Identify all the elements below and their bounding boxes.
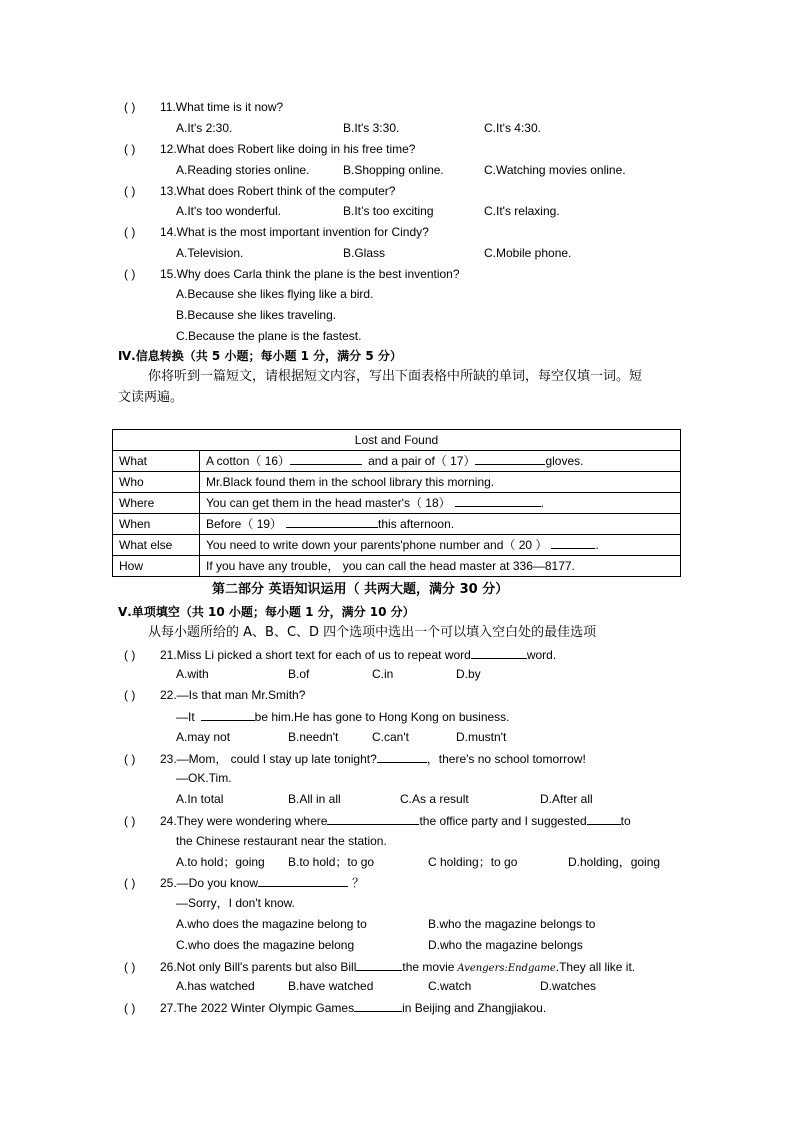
option-d: D.by	[456, 667, 481, 681]
option-d: D.watches	[540, 979, 597, 993]
option-c: C.watch	[428, 979, 472, 993]
option-c: C.As a result	[400, 792, 469, 806]
question-text: 13.What does Robert think of the computer?	[160, 184, 396, 198]
answer-paren: ( )	[124, 184, 136, 198]
question-14	[124, 224, 429, 240]
part-2-title: 第二部分 英语知识运用（ 共两大题，满分 30 分）	[212, 582, 509, 597]
question-13	[124, 183, 395, 199]
section-4-title: Ⅳ.信息转换（共 5 小题；每小题 1 分，满分 5 分）	[118, 349, 402, 363]
question-11	[124, 99, 283, 115]
option-a: A.with	[176, 667, 209, 681]
question-22: ( ) 22.—Is that man Mr.Smith?	[124, 688, 306, 702]
answer-paren: ( )	[124, 814, 136, 828]
answer-blank[interactable]	[377, 750, 427, 763]
movie-title: Avengers:Endgame	[457, 963, 556, 974]
row-value: Before（ 19） this afternoon.	[200, 514, 681, 535]
answer-blank-18[interactable]	[455, 494, 541, 507]
answer-blank[interactable]	[327, 812, 419, 825]
question-12	[124, 141, 415, 157]
question-23: ( ) 23.—Mom， could I stay up late tonight? ，there's no school tomorrow!	[124, 752, 586, 766]
question-24: ( ) 24.They were wondering where the office party and I suggested to	[124, 814, 631, 828]
option-d: D.mustn't	[456, 730, 507, 744]
table-row	[113, 493, 681, 514]
row-value: Mr.Black found them in the school library this morning.	[200, 472, 681, 493]
option-b: B.needn't	[288, 730, 339, 744]
option-a: A.Reading stories online.	[176, 163, 310, 177]
row-value: You can get them in the head master's（ 18） .	[200, 493, 681, 514]
option-b: B.of	[288, 667, 310, 681]
answer-blank[interactable]	[471, 646, 527, 659]
option-d: D.holding，going	[568, 855, 661, 869]
question-24-line-2: the Chinese restaurant near the station.	[176, 834, 387, 848]
option-c: C.It's relaxing.	[484, 204, 560, 218]
answer-paren: ( )	[124, 648, 136, 662]
option-b: B.Because she likes traveling.	[176, 308, 337, 322]
section-5-instructions: 从每小题所给的 A、B、C、D 四个选项中选出一个可以填入空白处的最佳选项	[148, 625, 597, 640]
table-row	[113, 451, 681, 472]
table-row	[113, 472, 681, 493]
answer-blank-19[interactable]	[286, 515, 378, 528]
answer-paren: ( )	[124, 876, 136, 890]
table-title: Lost and Found	[113, 430, 681, 451]
option-a: A.Because she likes flying like a bird.	[176, 287, 374, 301]
question-21: ( ) 21.Miss Li picked a short text for each of us to repeat word word.	[124, 648, 557, 662]
question-23-line-2: —OK.Tim.	[176, 771, 232, 785]
row-value: You need to write down your parents'phone number and（ 20 ） .	[200, 535, 681, 556]
section-5-title: Ⅴ.单项填空（共 10 小题；每小题 1 分，满分 10 分）	[118, 605, 415, 619]
lost-and-found-table	[112, 429, 681, 577]
answer-paren: ( )	[124, 688, 136, 702]
option-b: B.It’s too exciting	[343, 204, 434, 218]
question-25-line-2: —Sorry，I don't know.	[176, 896, 296, 910]
answer-paren: ( )	[124, 960, 136, 974]
answer-blank-20[interactable]	[551, 536, 595, 549]
answer-paren: ( )	[124, 142, 136, 156]
option-a: A.In total	[176, 792, 224, 806]
option-a: A.has watched	[176, 979, 255, 993]
option-b: B.Glass	[343, 246, 386, 260]
row-key: What else	[113, 535, 200, 556]
row-key: Where	[113, 493, 200, 514]
answer-paren: ( )	[124, 225, 136, 239]
option-c: C.It's 4:30.	[484, 121, 541, 135]
answer-blank-17[interactable]	[475, 452, 545, 465]
table-row	[113, 514, 681, 535]
answer-blank[interactable]	[587, 812, 621, 825]
question-25: ( ) 25.—Do you know ？	[124, 876, 365, 890]
row-key: When	[113, 514, 200, 535]
question-15	[124, 266, 460, 282]
option-b: B.All in all	[288, 792, 341, 806]
option-b: B.It's 3:30.	[343, 121, 400, 135]
table-header-row	[113, 430, 681, 451]
option-c: C.Mobile phone.	[484, 246, 572, 260]
option-b: B.to hold；to go	[288, 855, 375, 869]
option-a: A.Television.	[176, 246, 244, 260]
option-c: C holding；to go	[428, 855, 518, 869]
table-row	[113, 556, 681, 577]
answer-paren: ( )	[124, 1001, 136, 1015]
row-key: How	[113, 556, 200, 577]
section-4-instructions: 你将听到一篇短文，请根据短文内容，写出下面表格中所缺的单词，每空仅填一词。短	[148, 369, 643, 384]
answer-paren: ( )	[124, 752, 136, 766]
question-26: ( ) 26.Not only Bill's parents but also Bill the movie Avengers:Endgame.They all like it.	[124, 960, 636, 974]
answer-paren: ( )	[124, 100, 136, 114]
option-a: A.to hold；going	[176, 855, 265, 869]
option-a: A.It's 2:30.	[176, 121, 233, 135]
option-b: B.who the magazine belongs to	[428, 917, 596, 931]
answer-blank[interactable]	[354, 999, 402, 1012]
row-key: What	[113, 451, 200, 472]
table-row	[113, 535, 681, 556]
question-text: 14.What is the most important invention for Cindy?	[160, 225, 429, 239]
answer-blank[interactable]	[356, 958, 402, 971]
option-a: A.It's too wonderful.	[176, 204, 282, 218]
question-text: 12.What does Robert like doing in his free time?	[160, 142, 416, 156]
section-4-instructions-cont: 文读两遍。	[118, 390, 184, 405]
option-b: B.Shopping online.	[343, 163, 444, 177]
option-a: A.who does the magazine belong to	[176, 917, 367, 931]
option-c: C.Watching movies online.	[484, 163, 626, 177]
answer-blank-16[interactable]	[290, 452, 362, 465]
answer-paren: ( )	[124, 267, 136, 281]
answer-blank[interactable]	[258, 874, 348, 887]
answer-blank[interactable]	[201, 708, 255, 721]
question-text: 11.What time is it now?	[160, 100, 284, 114]
question-text: 15.Why does Carla think the plane is the best invention?	[160, 267, 460, 281]
option-d: D.After all	[540, 792, 593, 806]
option-d: D.who the magazine belongs	[428, 938, 583, 952]
row-value: A cotton（ 16） and a pair of（ 17） gloves.	[200, 451, 681, 472]
option-c: C.can't	[372, 730, 409, 744]
option-b: B.have watched	[288, 979, 374, 993]
row-key: Who	[113, 472, 200, 493]
question-27: ( ) 27.The 2022 Winter Olympic Games in Beijing and Zhangjiakou.	[124, 1001, 547, 1015]
option-c: C.who does the magazine belong	[176, 938, 355, 952]
option-a: A.may not	[176, 730, 231, 744]
question-22-line-2: —It be him.He has gone to Hong Kong on business.	[176, 710, 510, 724]
row-value: If you have any trouble， you can call the head master at 336—8177.	[200, 556, 681, 577]
option-c: C.in	[372, 667, 394, 681]
option-c: C.Because the plane is the fastest.	[176, 329, 362, 343]
